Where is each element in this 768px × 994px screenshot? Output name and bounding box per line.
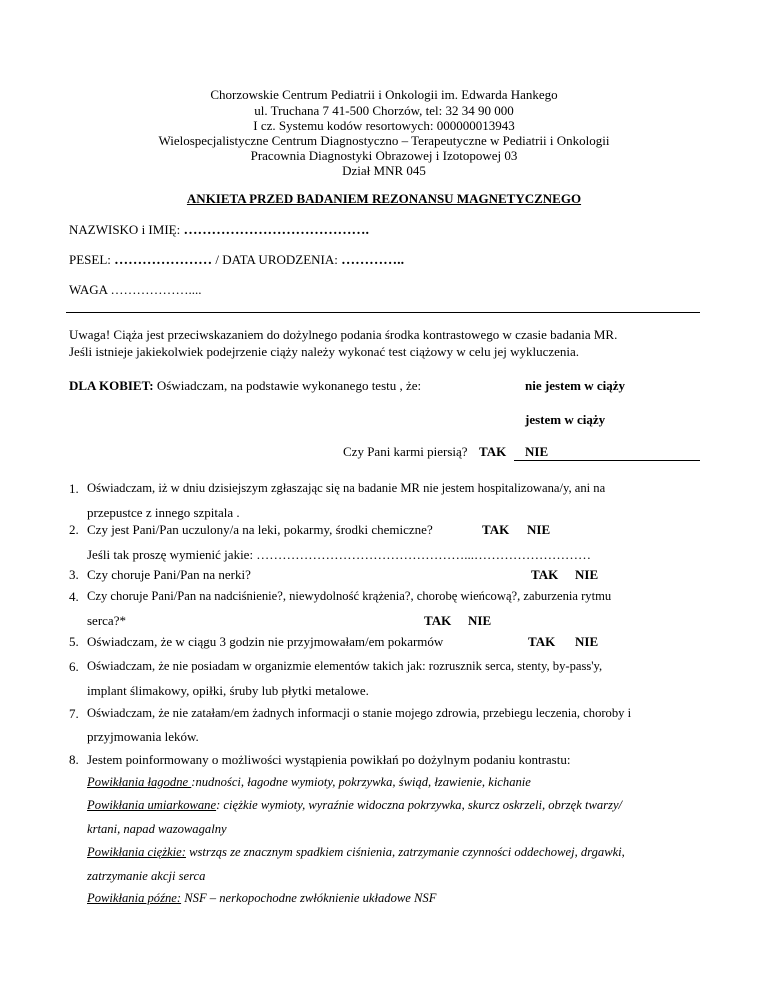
item-4-line-1: Czy choruje Pani/Pan na nadciśnienie?, niewydolność krążenia?, chorobę wieńcową?, zaburzenia rytmu [87,589,612,603]
complications-moderate [87,798,622,813]
header-line-6: Dział MNR 045 [342,163,426,178]
late-label: Powikłania późne: [87,891,182,905]
dob-label: / DATA URODZENIA: [215,252,338,267]
complications-moderate-2: krtani, napad wazowagalny [87,822,227,836]
name-row [69,222,369,239]
item-4-tak[interactable]: TAK [424,613,452,628]
header-line-2: ul. Truchana 7 41-500 Chorzów, tel: 32 34 90 000 [254,103,514,118]
complications-severe-2: zatrzymanie akcji serca [87,869,206,883]
item-3-line-1: Czy choruje Pani/Pan na nerki? [87,567,251,582]
moderate-label: Powikłania umiarkowane [87,798,217,812]
severe-text: wstrząs ze znacznym spadkiem ciśnienia, zatrzymanie czynności oddechowej, drgawki, [185,845,625,859]
item-3-number: 3. [69,567,79,582]
item-5-tak[interactable]: TAK [528,634,556,649]
complications-mild [87,775,531,790]
pesel-field[interactable]: ………………… [114,253,213,268]
item-2-number: 2. [69,522,79,537]
item-1-line-1: Oświadczam, iż w dniu dzisiejszym zgłaszając się na badanie MR nie jestem hospitalizowana/y, ani na [87,481,606,495]
item-2-tak[interactable]: TAK [482,522,510,537]
item-1-line-2: przepustce z innego szpitala . [87,505,240,520]
name-label: NAZWISKO i IMIĘ: [69,222,181,237]
women-label: DLA KOBIET: [69,378,154,393]
late-text: NSF – nerkopochodne zwłóknienie układowe NSF [181,891,437,905]
weight-row [69,282,202,298]
option-pregnant[interactable]: jestem w ciąży [525,412,606,427]
warning-line-1: Uwaga! Ciąża jest przeciwskazaniem do dożylnego podania środka kontrastowego w czasie badania MR. [69,327,618,342]
item-4-number: 4. [69,589,79,604]
item-7-line-2: przyjmowania leków. [87,729,199,744]
mild-text: :nudności, łagodne wymioty, pokrzywka, świąd, łzawienie, kichanie [191,775,531,789]
item-8-line-1: Jestem poinformowany o możliwości wystąpienia powikłań po dożylnym podaniu kontrastu: [87,752,571,767]
item-2-line-1: Czy jest Pani/Pan uczulony/a na leki, pokarmy, środki chemiczne? [87,522,433,537]
breastfeeding-nie[interactable]: NIE [525,444,549,459]
item-3-tak[interactable]: TAK [531,567,559,582]
breastfeeding-underline [514,460,700,461]
item-5-nie[interactable]: NIE [575,634,599,649]
warning-line-2: Jeśli istnieje jakiekolwiek podejrzenie ciąży należy wykonać test ciążowy w celu jej wykluczenia. [69,344,580,359]
item-6-number: 6. [69,659,79,674]
pesel-label: PESEL: [69,252,111,267]
moderate-text: : ciężkie wymioty, wyraźnie widoczna pokrzywka, skurcz oskrzeli, obrzęk twarzy/ [216,798,623,812]
item-3-nie[interactable]: NIE [575,567,599,582]
women-text: Oświadczam, na podstawie wykonanego testu , że: [156,378,422,393]
severe-label: Powikłania ciężkie: [87,845,186,859]
women-statement [69,378,421,394]
mild-label: Powikłania łagodne [87,775,192,789]
divider [66,312,700,313]
item-8-number: 8. [69,752,79,767]
pesel-row [69,252,404,269]
dob-field[interactable]: ………….. [341,253,405,268]
item-5-number: 5. [69,634,79,649]
item-4-nie[interactable]: NIE [468,613,492,628]
option-not-pregnant[interactable]: nie jestem w ciąży [525,378,625,393]
breastfeeding-tak[interactable]: TAK [479,444,507,459]
form-title: ANKIETA PRZED BADANIEM REZONANSU MAGNETYCZNEGO [186,191,582,206]
header-line-1: Chorzowskie Centrum Pediatrii i Onkologii im. Edwarda Hankego [210,87,558,102]
item-7-number: 7. [69,706,79,721]
name-field[interactable]: …………………………………. [183,223,369,238]
weight-field[interactable]: ……………….... [110,282,202,297]
item-6-line-1: Oświadczam, że nie posiadam w organizmie elementów takich jak: rozrusznik serca, stenty, by-pass'y, [87,659,603,673]
header-line-3: I cz. Systemu kodów resortowych: 000000013943 [253,118,515,133]
item-7-line-1: Oświadczam, że nie zatałam/em żadnych informacji o stanie mojego zdrowia, przebiegu leczenia, choroby i [87,706,632,720]
item-5-line-1: Oświadczam, że w ciągu 3 godzin nie przyjmowałam/em pokarmów [87,634,444,649]
complications-late [87,891,436,906]
header-line-5: Pracownia Diagnostyki Obrazowej i Izotopowej 03 [250,148,518,163]
item-4-line-2: serca?* [87,613,126,628]
item-2-line-2[interactable]: Jeśli tak proszę wymienić jakie: …………………………………………...……………………… [87,547,592,562]
header-line-4: Wielospecjalistyczne Centrum Diagnostyczno – Terapeutyczne w Pediatrii i Onkologii [158,133,610,148]
breastfeeding-question: Czy Pani karmi piersią? [343,444,468,459]
item-2-nie[interactable]: NIE [527,522,551,537]
complications-severe [87,845,625,860]
item-1-number: 1. [69,481,79,496]
weight-label: WAGA [69,282,108,297]
item-6-line-2: implant ślimakowy, opiłki, śruby lub płytki metalowe. [87,683,369,698]
